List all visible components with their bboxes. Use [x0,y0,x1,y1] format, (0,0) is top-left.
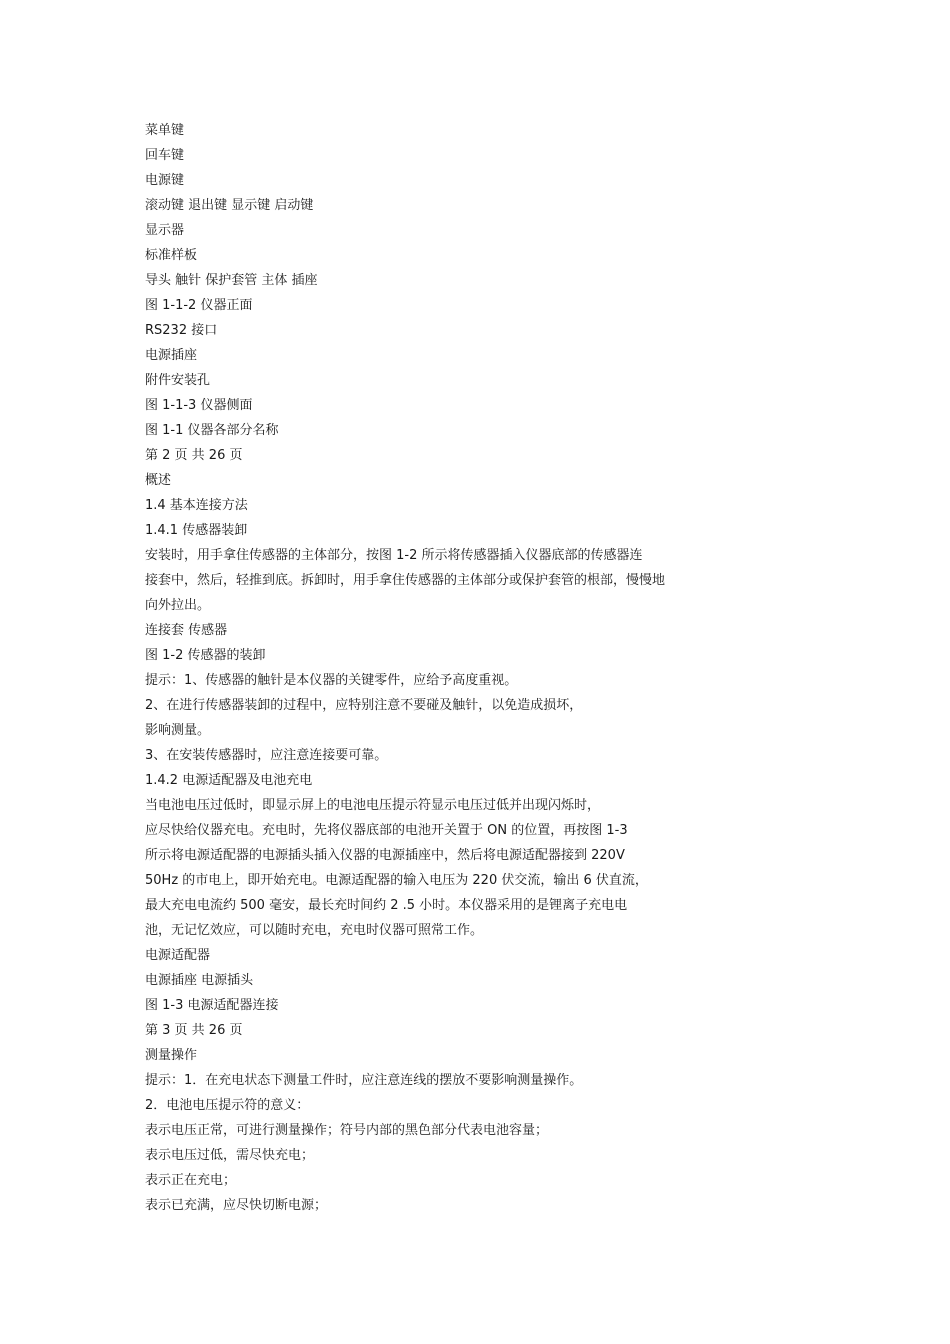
subsection-heading: 1.4.2 电源适配器及电池充电 [145,773,313,788]
text-line: 电源适配器 [145,948,211,963]
text-line: 菜单键 [145,123,185,138]
text-line: RS232 接口 [145,323,218,338]
text-line: 滚动键 退出键 显示键 启动键 [145,198,314,213]
paragraph-line: 表示电压正常，可进行测量操作；符号内部的黑色部分代表电池容量； [145,1123,549,1138]
text-line: 电源插座 电源插头 [145,973,254,988]
paragraph-line: 表示电压过低，需尽快充电； [145,1148,315,1163]
section-heading: 测量操作 [145,1048,198,1063]
paragraph-line: 接套中，然后，轻推到底。拆卸时，用手拿住传感器的主体部分或保护套管的根部，慢慢地 [145,573,666,588]
paragraph-line: 向外拉出。 [145,598,211,613]
text-line: 连接套 传感器 [145,623,228,638]
text-line: 附件安装孔 [145,373,211,388]
paragraph-line: 50Hz 的市电上，即开始充电。电源适配器的输入电压为 220 伏交流，输出 6 伏直流， [145,873,648,888]
text-line: 导头 触针 保护套管 主体 插座 [145,273,318,288]
tip-line: 2、在进行传感器装卸的过程中，应特别注意不要碰及触针，以免造成损坏， [145,698,583,713]
tip-line: 2．电池电压提示符的意义： [145,1098,310,1113]
paragraph-line: 表示正在充电； [145,1173,237,1188]
figure-caption: 图 1-3 电源适配器连接 [145,998,279,1013]
tip-line: 3、在安装传感器时，应注意连接要可靠。 [145,748,388,763]
paragraph-line: 安装时，用手拿住传感器的主体部分，按图 1-2 所示将传感器插入仪器底部的传感器连 [145,548,643,563]
paragraph-line: 当电池电压过低时，即显示屏上的电池电压提示符显示电压过低并出现闪烁时， [145,798,601,813]
section-heading: 1.4 基本连接方法 [145,498,248,513]
figure-caption: 图 1-2 传感器的装卸 [145,648,266,663]
text-line: 电源键 [145,173,185,188]
paragraph-line: 表示已充满，应尽快切断电源； [145,1198,328,1213]
section-heading: 概述 [145,473,172,488]
subsection-heading: 1.4.1 传感器装卸 [145,523,248,538]
figure-caption: 图 1-1-3 仪器侧面 [145,398,253,413]
paragraph-line: 池，无记忆效应，可以随时充电，充电时仪器可照常工作。 [145,923,484,938]
paragraph-line: 所示将电源适配器的电源插头插入仪器的电源插座中，然后将电源适配器接到 220V [145,848,625,863]
tip-line: 提示：1、传感器的触针是本仪器的关键零件，应给予高度重视。 [145,673,518,688]
figure-caption: 图 1-1-2 仪器正面 [145,298,253,313]
figure-caption: 图 1-1 仪器各部分名称 [145,423,279,438]
text-line: 标准样板 [145,248,198,263]
text-line: 回车键 [145,148,185,163]
document-page [145,118,745,1218]
page-number: 第 3 页 共 26 页 [145,1023,243,1038]
paragraph-line: 最大充电电流约 500 毫安，最长充时间约 2 .5 小时。本仪器采用的是锂离子充电电 [145,898,628,913]
page-number: 第 2 页 共 26 页 [145,448,243,463]
tip-line: 提示：1．在充电状态下测量工件时，应注意连线的摆放不要影响测量操作。 [145,1073,583,1088]
tip-line: 影响测量。 [145,723,211,738]
text-line: 电源插座 [145,348,198,363]
paragraph-line: 应尽快给仪器充电。充电时，先将仪器底部的电池开关置于 ON 的位置，再按图 1-3 [145,823,628,838]
text-line: 显示器 [145,223,185,238]
